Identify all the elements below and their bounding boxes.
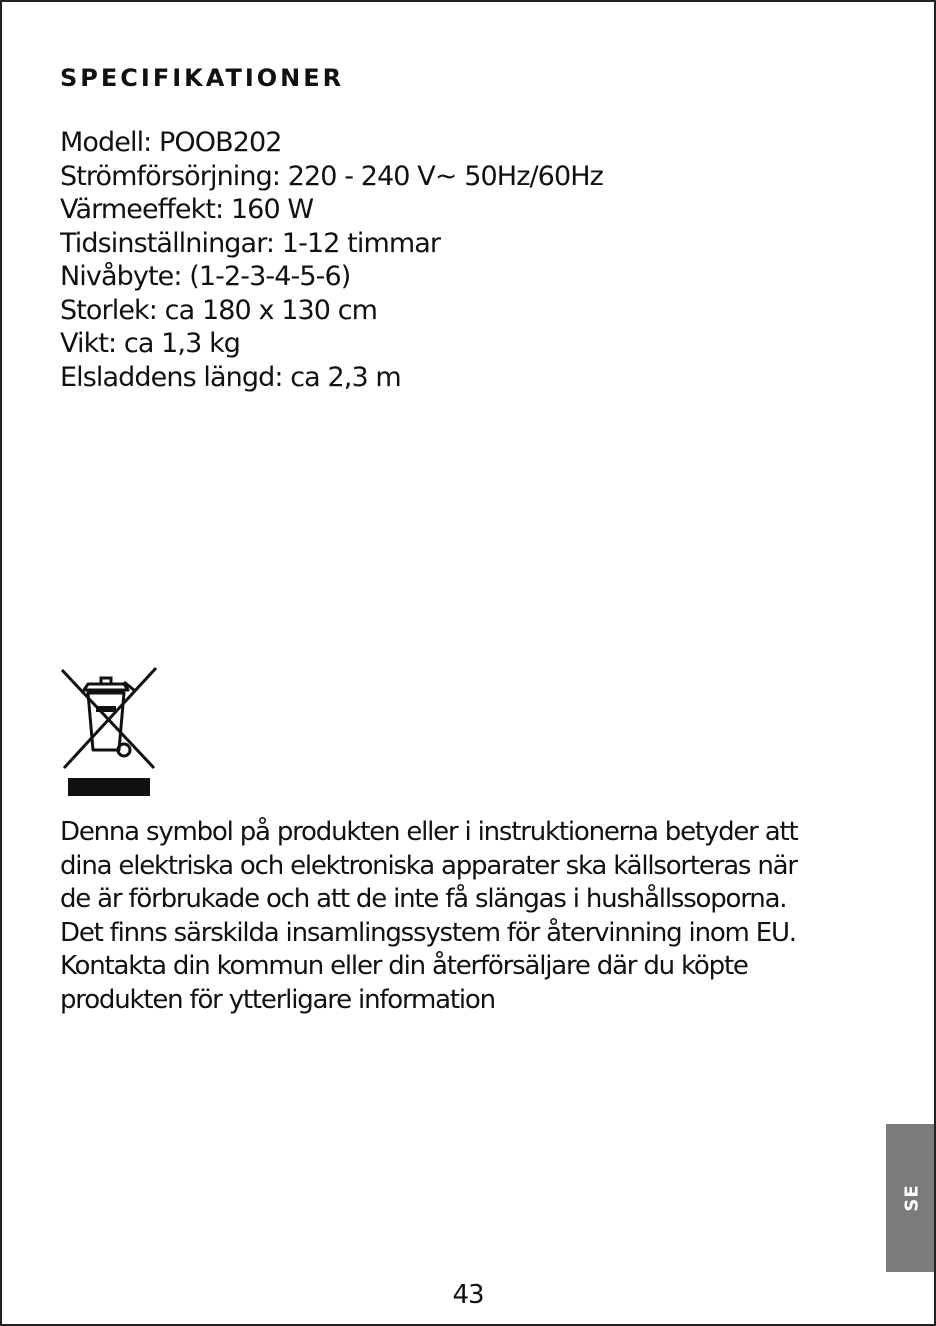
spec-cord-length: Elsladdens längd: ca 2,3 m — [60, 361, 401, 393]
spec-timer-settings: Tidsinställningar: 1-12 timmar — [60, 227, 441, 259]
spec-heat-output: Värmeeffekt: 160 W — [60, 194, 314, 225]
section-heading: SPECIFIKATIONER — [60, 64, 345, 92]
language-tab-label: SE — [901, 1184, 923, 1212]
notice-line: Denna symbol på produkten eller i instruktionerna betyder att — [60, 817, 798, 847]
spec-weight: Vikt: ca 1,3 kg — [60, 328, 241, 359]
notice-line: dina elektriska och elektroniska apparater ska källsorteras när — [60, 850, 797, 881]
spec-list — [60, 126, 603, 394]
spec-power-supply: Strömförsörjning: 220 - 240 V~ 50Hz/60Hz — [60, 160, 603, 192]
spec-model: Modell: POOB202 — [60, 127, 282, 158]
spec-level-switch: Nivåbyte: (1-2-3-4-5-6) — [60, 261, 351, 292]
language-tab — [886, 1124, 936, 1272]
spec-size: Storlek: ca 180 x 130 cm — [60, 294, 378, 326]
notice-line: Det finns särskilda insamlingssystem för återvinning inom EU. — [60, 917, 796, 948]
disposal-notice — [60, 816, 850, 1017]
notice-line: de är förbrukade och att de inte få slängas i hushållssoporna. — [60, 884, 787, 914]
notice-line: produkten för ytterligare information — [60, 984, 495, 1015]
notice-line: Kontakta din kommun eller din återförsäljare där du köpte — [60, 951, 748, 981]
page-number: 43 — [452, 1280, 484, 1310]
crossed-out-wheelie-bin-icon — [58, 666, 158, 798]
